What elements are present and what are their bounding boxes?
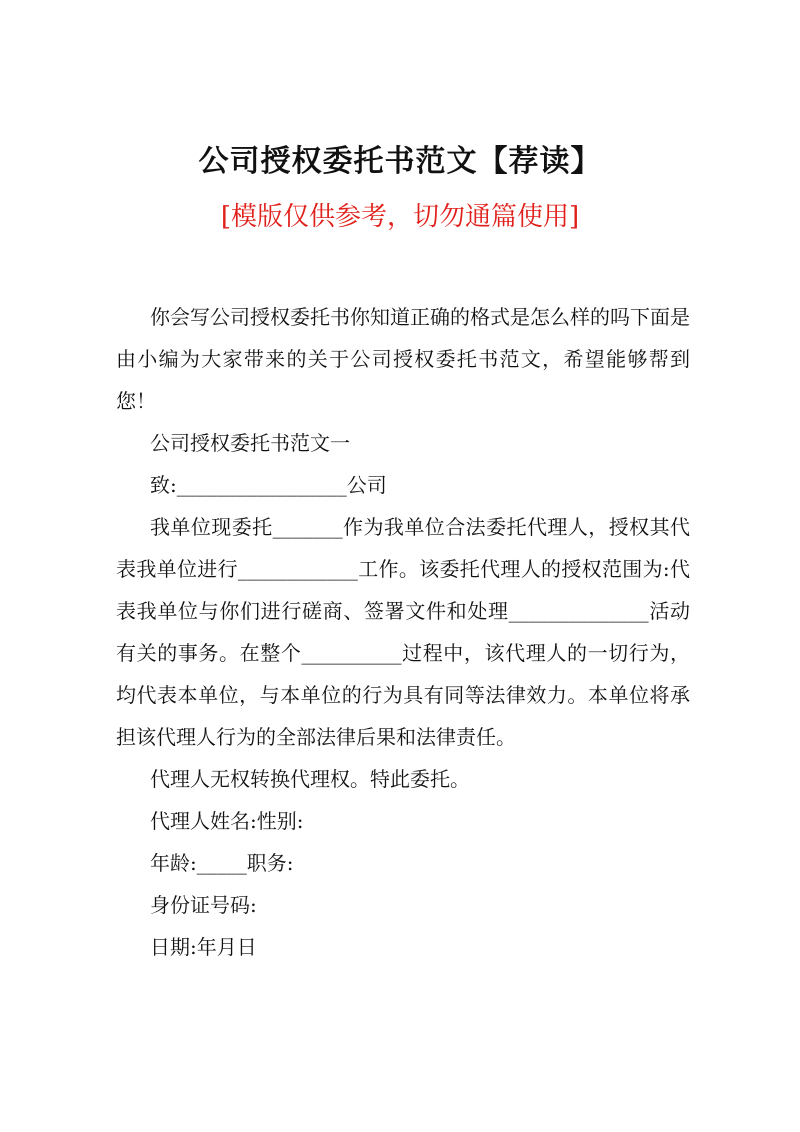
id-number-line: 身份证号码:: [150, 893, 257, 917]
document-body: [116, 296, 690, 968]
date-line: 日期:年月日: [150, 935, 257, 959]
closing-statement: 代理人无权转换代理权。特此委托。: [150, 767, 470, 791]
authorization-paragraph: 我单位现委托_______作为我单位合法委托代理人，授权其代表我单位进行____________工作。该委托代理人的授权范围为:代表我单位与你们进行磋商、签署文件和处理______________活动有关的事务。在整个__________过程中，该代理人的一切行为，均代表本单位，与本单位的行为具有同等法律效力。本单位将承担该代理人行为的全部法律后果和法律责任。: [116, 515, 690, 749]
age-position-line: 年龄:_____职务:: [150, 851, 294, 875]
document-title: 公司授权委托书范文【荐读】: [198, 144, 602, 179]
agent-name-gender-line: 代理人姓名:性别:: [150, 809, 304, 833]
document-subtitle: [模版仅供参考，切勿通篇使用]: [220, 202, 580, 232]
addressee-line: 致:_________________公司: [150, 473, 387, 497]
section-heading: 公司授权委托书范文一: [150, 431, 350, 455]
intro-paragraph: 你会写公司授权委托书你知道正确的格式是怎么样的吗下面是由小编为大家带来的关于公司授权委托书范文，希望能够帮到您！: [116, 305, 690, 413]
